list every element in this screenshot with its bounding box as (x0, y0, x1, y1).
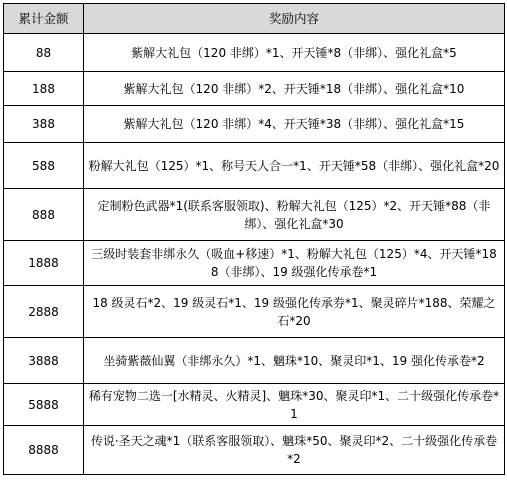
table-row (4, 384, 505, 426)
table-row (4, 426, 505, 475)
table-row (4, 72, 505, 106)
header-amount: 累计金额 (4, 4, 84, 34)
amount-cell: 2888 (4, 286, 84, 338)
amount-cell: 88 (4, 34, 84, 72)
reward-cell: 紫解大礼包（120 非绑）*4、开天锤*38（非绑）、强化礼盒*15 (84, 106, 505, 143)
table-row (4, 338, 505, 384)
table-row (4, 286, 505, 338)
amount-cell: 588 (4, 143, 84, 189)
header-reward: 奖励内容 (84, 4, 505, 34)
table-row (4, 143, 505, 189)
table-row (4, 34, 505, 72)
amount-cell: 1888 (4, 241, 84, 286)
reward-cell: 三级时装套非绑永久（吸血+移速）*1、粉解大礼包（125）*4、开天锤*188（非绑）、19 级强化传承卷*1 (84, 241, 505, 286)
reward-cell: 粉解大礼包（125）*1、称号天人合一*1、开天锤*58（非绑）、强化礼盒*20 (84, 143, 505, 189)
reward-table (3, 3, 505, 475)
amount-cell: 188 (4, 72, 84, 106)
amount-cell: 388 (4, 106, 84, 143)
table-row (4, 189, 505, 241)
amount-cell: 8888 (4, 426, 84, 475)
reward-cell: 定制粉色武器*1(联系客服领取)、粉解大礼包（125）*2、开天锤*88（非绑）、强化礼盒*30 (84, 189, 505, 241)
reward-cell: 坐骑紫薇仙翼（非绑永久）*1、魑珠*10、聚灵印*1、19 强化传承卷*2 (84, 338, 505, 384)
reward-cell: 紫解大礼包（120 非绑）*1、开天锤*8（非绑）、强化礼盒*5 (84, 34, 505, 72)
amount-cell: 3888 (4, 338, 84, 384)
reward-cell: 稀有宠物二选一[水精灵、火精灵]、魑珠*30、聚灵印*1、二十级强化传承卷*1 (84, 384, 505, 426)
reward-cell: 18 级灵石*2、19 级灵石*1、19 级强化传承券*1、聚灵碎片*188、荣耀之石*20 (84, 286, 505, 338)
amount-cell: 5888 (4, 384, 84, 426)
reward-cell: 紫解大礼包（120 非绑）*2、开天锤*18（非绑）、强化礼盒*10 (84, 72, 505, 106)
amount-cell: 888 (4, 189, 84, 241)
reward-cell: 传说·圣天之魂*1（联系客服领取）、魑珠*50、聚灵印*2、二十级强化传承卷*2 (84, 426, 505, 475)
table-row (4, 241, 505, 286)
table-row (4, 106, 505, 143)
table-header-row (4, 4, 505, 34)
